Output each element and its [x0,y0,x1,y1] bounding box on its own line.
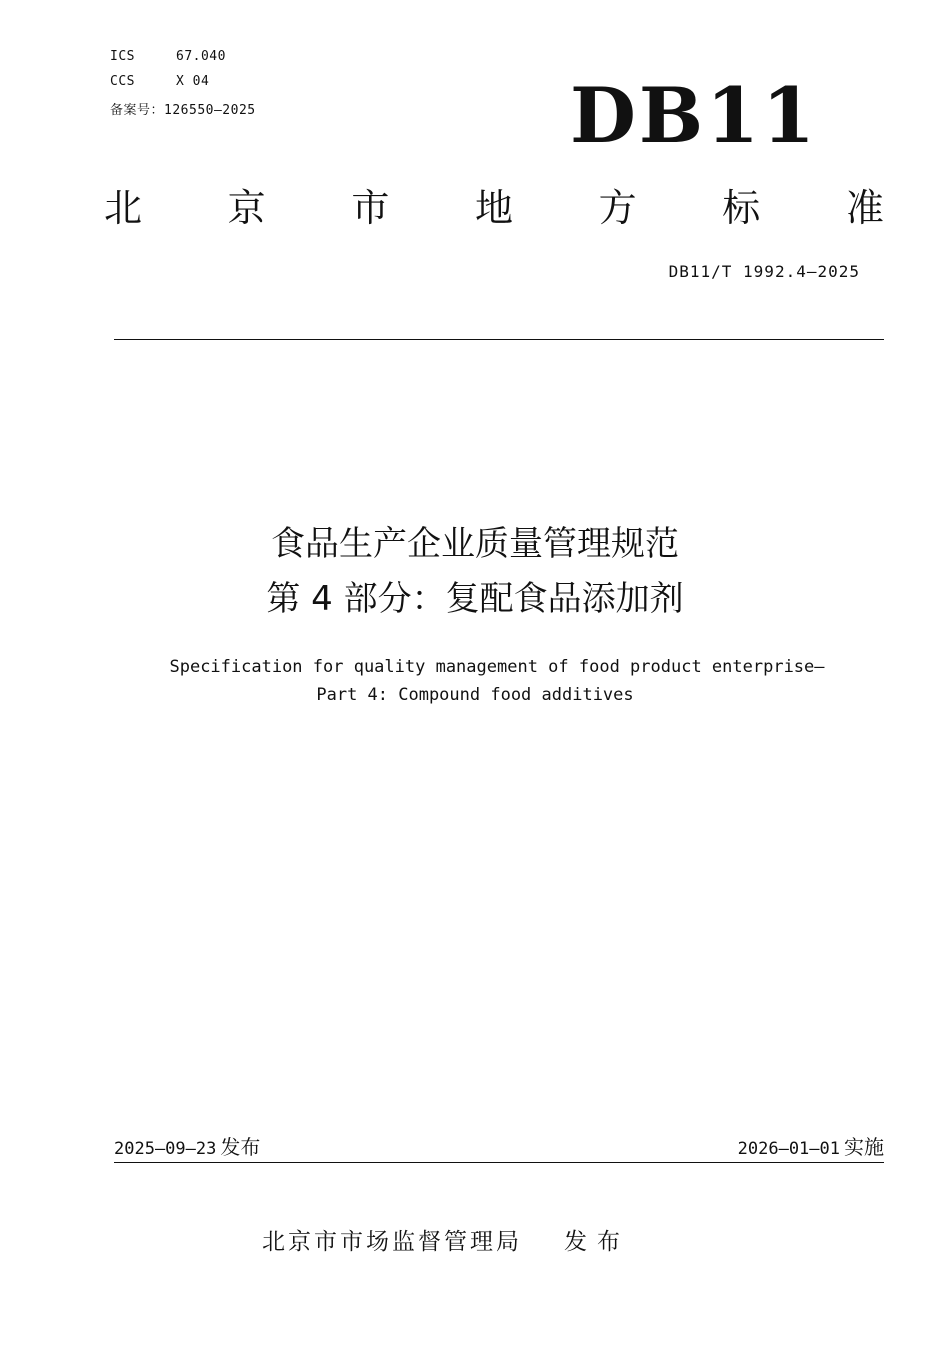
category-char: 标 [722,186,761,230]
ccs-line [110,74,209,89]
ccs-value: X 04 [176,74,210,89]
category-char: 准 [845,186,884,230]
effective-date-value: 2026–01–01 [737,1139,840,1159]
issuer-action: 发布 [564,1229,630,1255]
category-char: 北 [104,186,143,230]
bottom-divider [114,1162,884,1163]
issuer-name: 北京市市场监督管理局 [262,1229,522,1255]
filing-label: 备案号： [110,103,165,118]
effective-word: 实施 [844,1135,884,1159]
publish-date [114,1134,260,1162]
title-en-line2: Part 4: Compound food additives [316,685,634,705]
filing-value: 126550—2025 [164,103,256,118]
ics-line [110,49,226,64]
category-char: 方 [598,186,637,230]
ccs-label: CCS [110,74,135,89]
category-char: 京 [227,186,266,230]
title-cn-line2: 第 4 部分：复配食品添加剂 [266,579,684,619]
category-char: 市 [351,186,390,230]
ics-label: ICS [110,49,135,64]
ics-value: 67.040 [176,49,226,64]
standard-number: DB11/T 1992.4—2025 [668,262,860,281]
standard-category [104,184,884,232]
filing-line [110,99,256,118]
title-cn-line1: 食品生产企业质量管理规范 [271,524,679,564]
top-divider [114,339,884,340]
title-en-line1: Specification for quality management of food product enterprise— [169,657,825,677]
publish-date-value: 2025–09–23 [114,1139,217,1159]
db11-logo: DB11 [570,71,818,160]
publish-word: 发布 [220,1135,261,1159]
issuer-line [262,1226,630,1258]
effective-date [738,1134,884,1162]
category-char: 地 [474,186,513,230]
